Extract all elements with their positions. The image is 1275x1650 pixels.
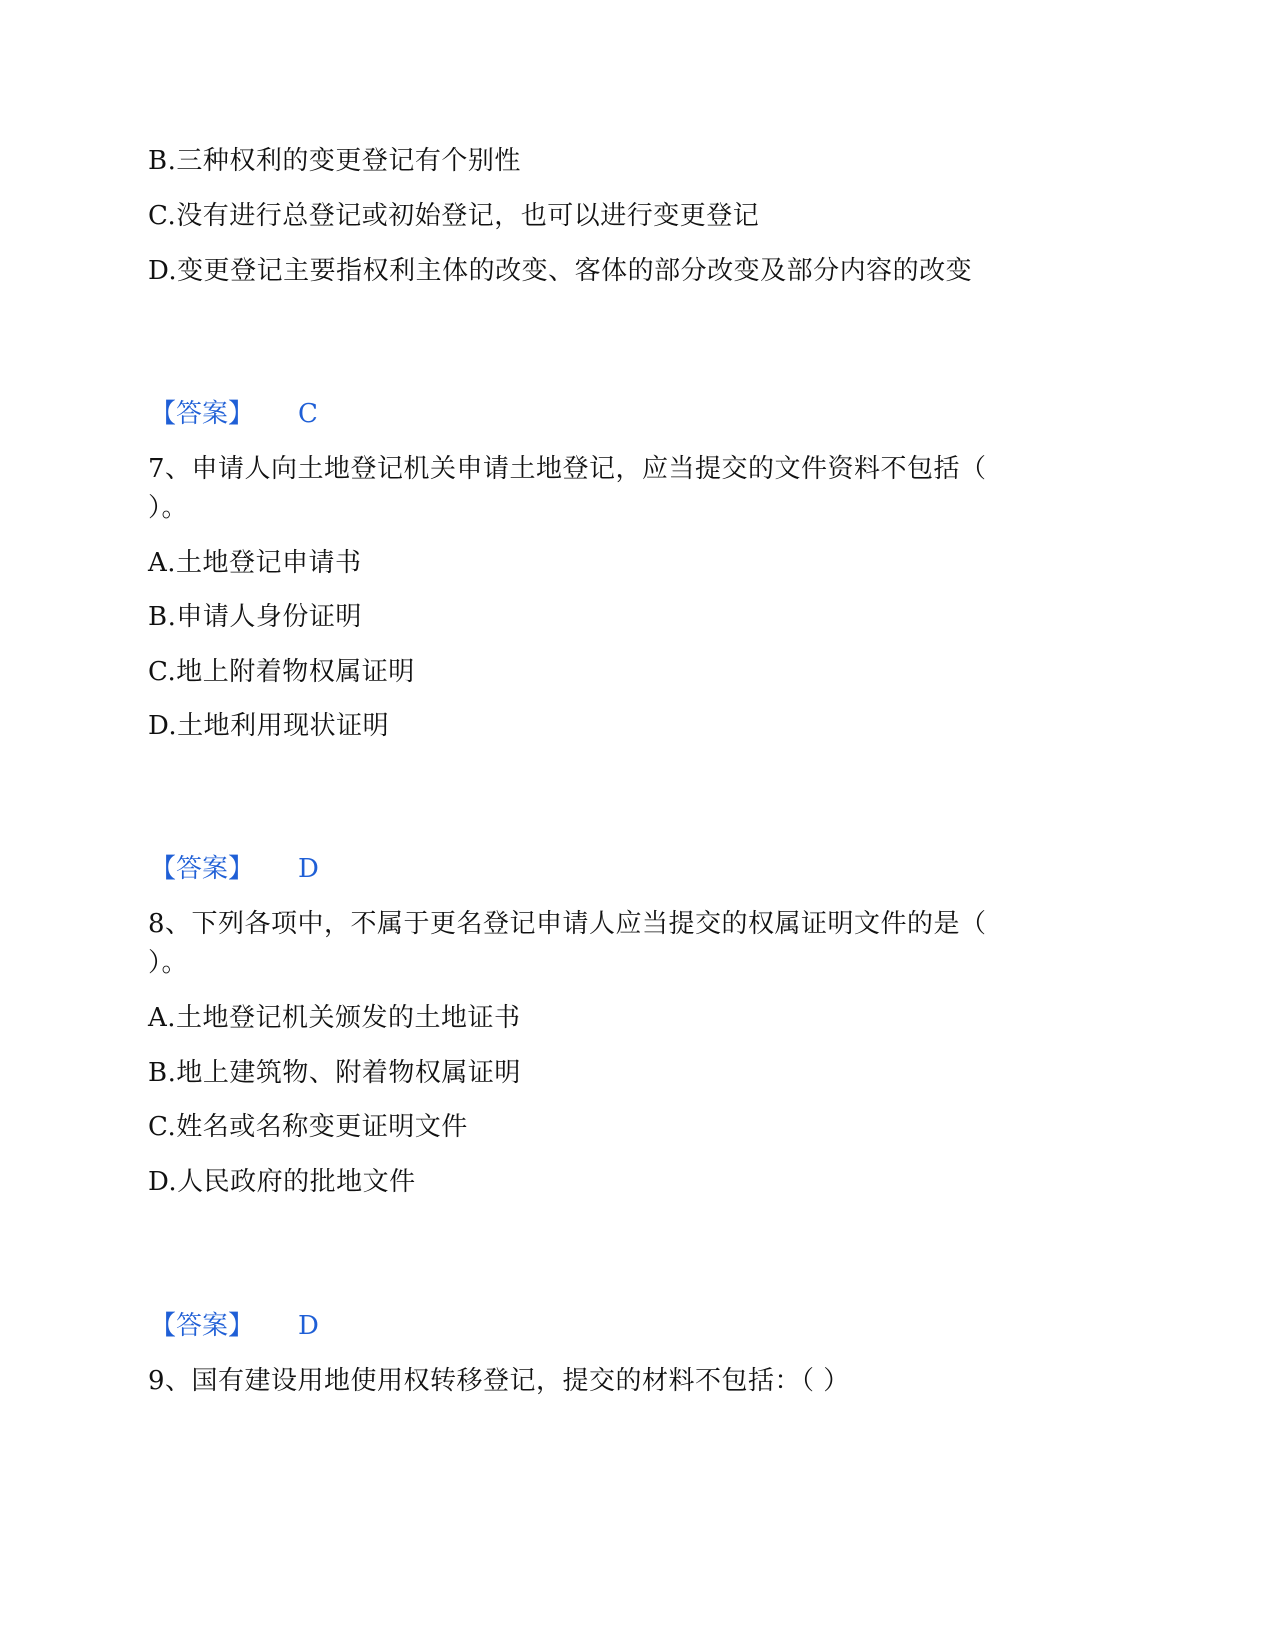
- q7-option-d: D.土地利用现状证明: [148, 711, 390, 741]
- answer-8: [150, 1309, 319, 1343]
- q9-stem-line1: 9、国有建设用地使用权转移登记，提交的材料不包括：（ ）: [148, 1366, 850, 1396]
- q7-option-b: B.申请人身份证明: [148, 602, 362, 632]
- q8-stem-line1: 8、下列各项中，不属于更名登记申请人应当提交的权属证明文件的是（: [148, 909, 987, 939]
- q7-stem-line1: 7、申请人向土地登记机关申请土地登记，应当提交的文件资料不包括（: [148, 454, 987, 484]
- answer-label: 【答案】: [150, 399, 255, 429]
- answer-7: [150, 852, 319, 886]
- q7-option-c: C.地上附着物权属证明: [148, 657, 415, 687]
- answer-label: 【答案】: [150, 854, 255, 884]
- answer-value: D: [298, 854, 319, 884]
- q8-option-a: A.土地登记机关颁发的土地证书: [148, 1003, 521, 1033]
- q6-option-b: B.三种权利的变更登记有个别性: [148, 146, 521, 176]
- q7-stem-line2: ）。: [148, 493, 189, 523]
- q8-option-d: D.人民政府的批地文件: [148, 1167, 416, 1197]
- q6-option-c: C.没有进行总登记或初始登记，也可以进行变更登记: [148, 201, 760, 231]
- answer-value: C: [298, 399, 318, 429]
- answer-value: D: [298, 1311, 319, 1341]
- q6-option-d: D.变更登记主要指权利主体的改变、客体的部分改变及部分内容的改变: [148, 256, 973, 286]
- q8-option-b: B.地上建筑物、附着物权属证明: [148, 1058, 521, 1088]
- answer-label: 【答案】: [150, 1311, 255, 1341]
- q8-option-c: C.姓名或名称变更证明文件: [148, 1112, 468, 1142]
- q7-option-a: A.土地登记申请书: [148, 548, 362, 578]
- q8-stem-line2: ）。: [148, 948, 189, 978]
- answer-6: [150, 397, 318, 431]
